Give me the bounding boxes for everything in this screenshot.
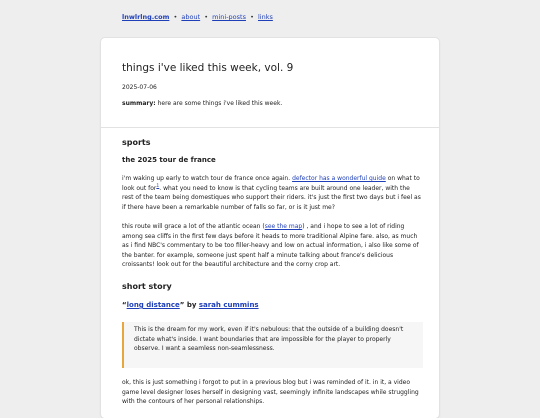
by-label: by [184, 301, 199, 309]
top-nav [122, 13, 273, 22]
close-quote: ” [179, 301, 185, 309]
see-the-map-link[interactable]: see the map [264, 223, 303, 230]
defector-guide-link[interactable]: defector has a wonderful guide [292, 175, 386, 182]
post-card [101, 38, 439, 418]
post-date: 2025-07-06 [122, 84, 157, 91]
summary-text: here are some things i've liked this week. [155, 100, 283, 107]
site-home-link[interactable]: lnwlrlng.com [122, 13, 170, 21]
author-link[interactable]: sarah cummins [198, 301, 259, 309]
section-heading-short-story: short story [122, 282, 172, 291]
header-divider [101, 127, 439, 128]
nav-separator: • [204, 13, 209, 21]
post-title: things i've liked this week, vol. 9 [122, 62, 294, 74]
paragraph-tdf-route [122, 222, 423, 270]
section-heading-sports: sports [122, 138, 151, 147]
long-distance-link[interactable]: long distance [126, 301, 180, 309]
subheading-tour-de-france: the 2025 tour de france [122, 156, 216, 164]
paragraph-story-description: ok, this is just something i forgot to put in a previous blog but i was reminded of it. in it, a video game level designer loses herself in designing vast, seemingly infinite landscapes while struggling with the contours of her personal relationships. [122, 379, 419, 405]
blockquote [122, 322, 423, 368]
paragraph-text: i'm waking up early to watch tour de france once again. [122, 175, 293, 182]
summary-label: summary: [122, 100, 156, 107]
nav-separator: • [250, 13, 254, 21]
footnote-link[interactable]: 1 [156, 183, 160, 189]
nav-mini-posts-link[interactable]: mini-posts [212, 13, 246, 21]
nav-links-link[interactable]: links [257, 13, 273, 21]
subheading-story-title [122, 301, 259, 311]
paragraph-text: on what to look out for [122, 175, 420, 192]
paragraph-text: this route will grace a lot of the atlantic ocean ( [122, 223, 265, 230]
paragraph-text: ) , and i hope to see a lot of riding among sea cliffs in the first few days before it heads to more traditional Alpine fare. also, as much as i find NBC's commentary to be too filler-heavy and low on actual information, i also like some of the banter. for example, someone just spent half a minute talking about france's delicious croissants! look out for the beautiful architecture and the corny crop art. [122, 223, 419, 268]
paragraph-tdf-intro [122, 174, 423, 212]
nav-separator: • [173, 13, 178, 21]
paragraph-text: . what you need to know is that cycling teams are built around one leader, with the rest of the team being domestiques who support their riders. it's just the first two days but i feel as if there have been a remarkable number of falls so far, or is it just me? [122, 184, 421, 211]
open-quote: “ [122, 301, 127, 309]
blockquote-text: This is the dream for my work, even if it's nebulous: that the outside of a building doesn't dictate what's inside. I want boundaries that are impossible for the player to properly observe. I want a seamless non-seamlessness. [134, 326, 404, 352]
post-summary [122, 100, 282, 107]
nav-about-link[interactable]: about [181, 13, 201, 21]
